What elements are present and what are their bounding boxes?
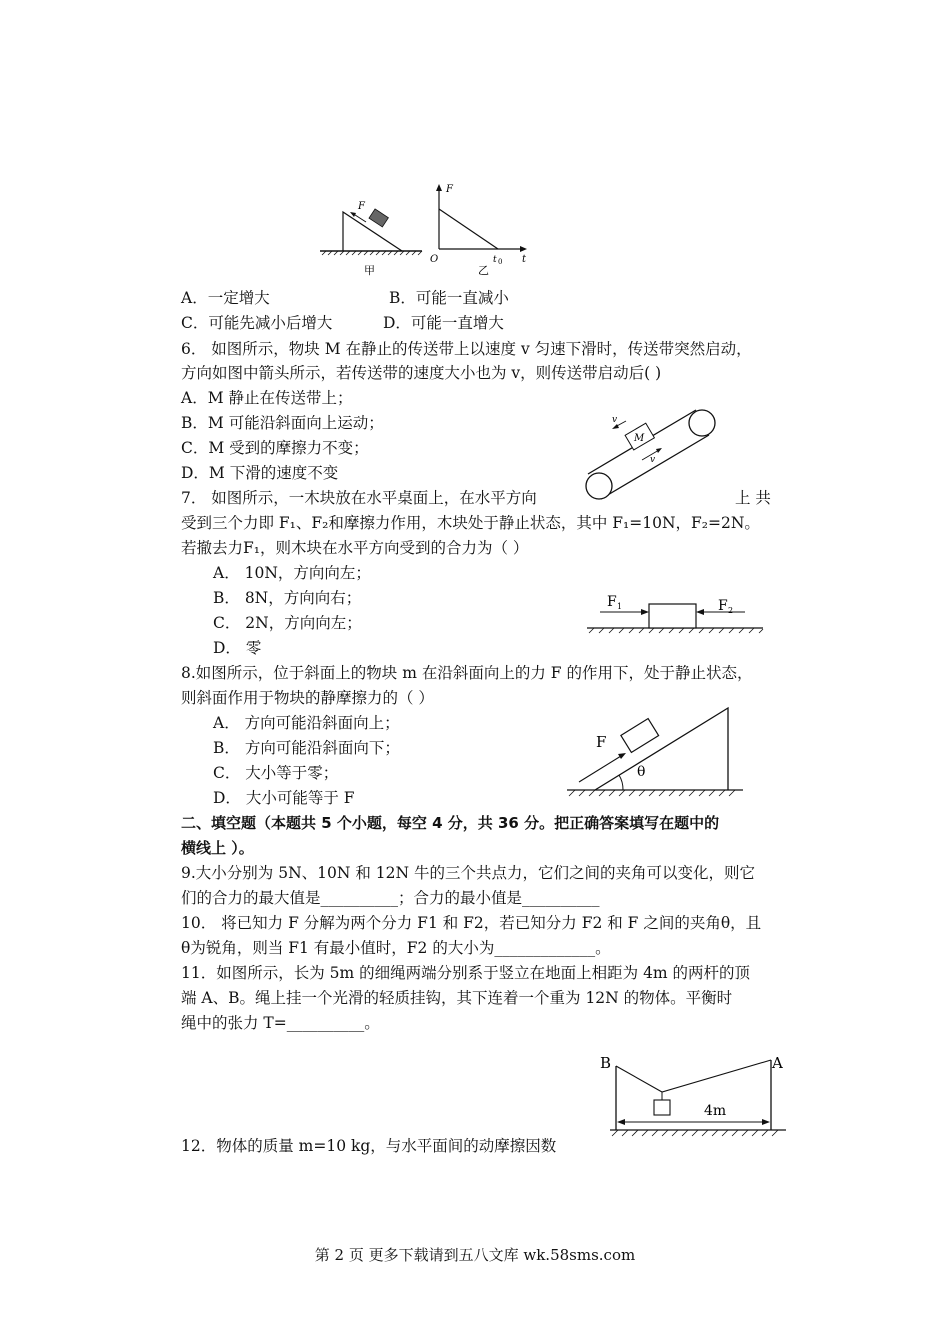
page-footer: 第 2 页 更多下载请到五八文库 wk.58sms.com [314,1246,636,1264]
q7-option-a: A． 10N，方向向左； [213,564,371,582]
pole-A-label: A [772,1054,783,1072]
label-yi: 乙 [478,264,489,277]
q8-option-b: B． 方向可能沿斜面向下； [213,739,400,757]
q7-stem-line2: 受到三个力即 F₁、F₂和摩擦力作用，木块处于静止状态，其中 F₁=10N，F₂=2N。 [181,514,760,532]
axis-t-label: t [522,254,527,265]
q11-stem-line1: 11．如图所示，长为 5m 的细绳两端分别系于竖立在地面上相距为 4m 的两杆的顶 [181,964,751,982]
force-F2-subscript: 2 [728,606,734,615]
q7-stem-line1a: 7． 如图所示，一木块放在水平桌面上，在水平方向 [181,489,537,507]
q5-option-a: A．一定增大 [181,289,270,307]
label-jia: 甲 [364,264,375,277]
q11-stem-line3: 绳中的张力 T=__________。 [181,1014,380,1032]
q5-option-c: C．可能先减小后增大 [181,314,333,332]
q9-stem-line1: 9.大小分别为 5N、10N 和 12N 牛的三个共点力，它们之间的夹角可以变化，则它 [181,864,755,882]
figure-conveyor-belt [582,404,722,504]
pole-B-label: B [600,1054,612,1072]
q8-stem-line1: 8.如图所示，位于斜面上的物块 m 在沿斜面向上的力 F 的作用下，处于静止状态， [181,664,753,682]
figure-incline-force [565,702,745,802]
velocity-label-top: v [612,415,618,425]
figure-incline-and-graph [318,182,533,282]
q6-option-b: B．M 可能沿斜面向上运动； [181,414,384,432]
q5-option-b: B．可能一直减小 [389,289,509,307]
q9-stem-line2: 们的合力的最大值是__________；合力的最小值是__________ [181,889,600,907]
q7-option-d: D． 零 [213,639,262,657]
q8-option-a: A． 方向可能沿斜面向上； [213,714,400,732]
q6-option-a: A．M 静止在传送带上； [181,389,353,407]
figure-rope-between-poles [596,1048,788,1138]
q6-stem-line1: 6． 如图所示，物块 M 在静止的传送带上以速度 v 匀速下滑时，传送带突然启动， [181,340,752,358]
force-F2-label: F [718,598,728,614]
origin-label: O [430,254,439,265]
q8-option-c: C． 大小等于零； [213,764,339,782]
angle-theta-label: θ [637,764,646,780]
axis-F-label: F [446,184,453,195]
q6-option-c: C．M 受到的摩擦力不变； [181,439,369,457]
t0-label: t [493,255,497,265]
q7-option-b: B． 8N，方向向右； [213,589,362,607]
section2-heading-line1: 二、填空题（本题共 5 个小题，每空 4 分，共 36 分。把正确答案填写在题中的 [181,814,720,832]
force-F-label: F [596,733,607,751]
block-M-label: M [634,433,645,444]
figure-block-two-forces [585,588,765,638]
q7-option-c: C． 2N，方向向左； [213,614,362,632]
t0-subscript: 0 [498,258,503,266]
q7-stem-line3: 若撤去力F₁，则木块在水平方向受到的合力为（ ） [181,539,529,557]
force-F1-subscript: 1 [617,602,623,611]
q10-stem-line1: 10． 将已知力 F 分解为两个分力 F1 和 F2，若已知分力 F2 和 F 之间的夹角θ，且 [181,914,762,932]
velocity-label-belt: v [650,455,656,465]
q6-option-d: D．M 下滑的速度不变 [181,464,339,482]
distance-label: 4m [704,1103,727,1119]
q10-stem-line2: θ为锐角，则当 F1 有最小值时，F2 的大小为_____________。 [181,939,611,957]
force-F1-label: F [607,594,617,610]
force-label: F [358,201,365,212]
q7-stem-line1b: 上 共 [735,489,771,507]
q5-option-d: D．可能一直增大 [383,314,504,332]
q12-stem-line1: 12．物体的质量 m=10 kg，与水平面间的动摩擦因数 [181,1137,557,1155]
q11-stem-line2: 端 A、B。绳上挂一个光滑的轻质挂钩，其下连着一个重为 12N 的物体。平衡时 [181,989,733,1007]
q6-stem-line2: 方向如图中箭头所示，若传送带的速度大小也为 v，则传送带启动后( ) [181,364,662,382]
q8-option-d: D． 大小可能等于 F [213,789,355,807]
section2-heading-line2: 横线上 ）。 [181,839,254,857]
q8-stem-line2: 则斜面作用于物块的静摩擦力的（ ） [181,689,434,707]
